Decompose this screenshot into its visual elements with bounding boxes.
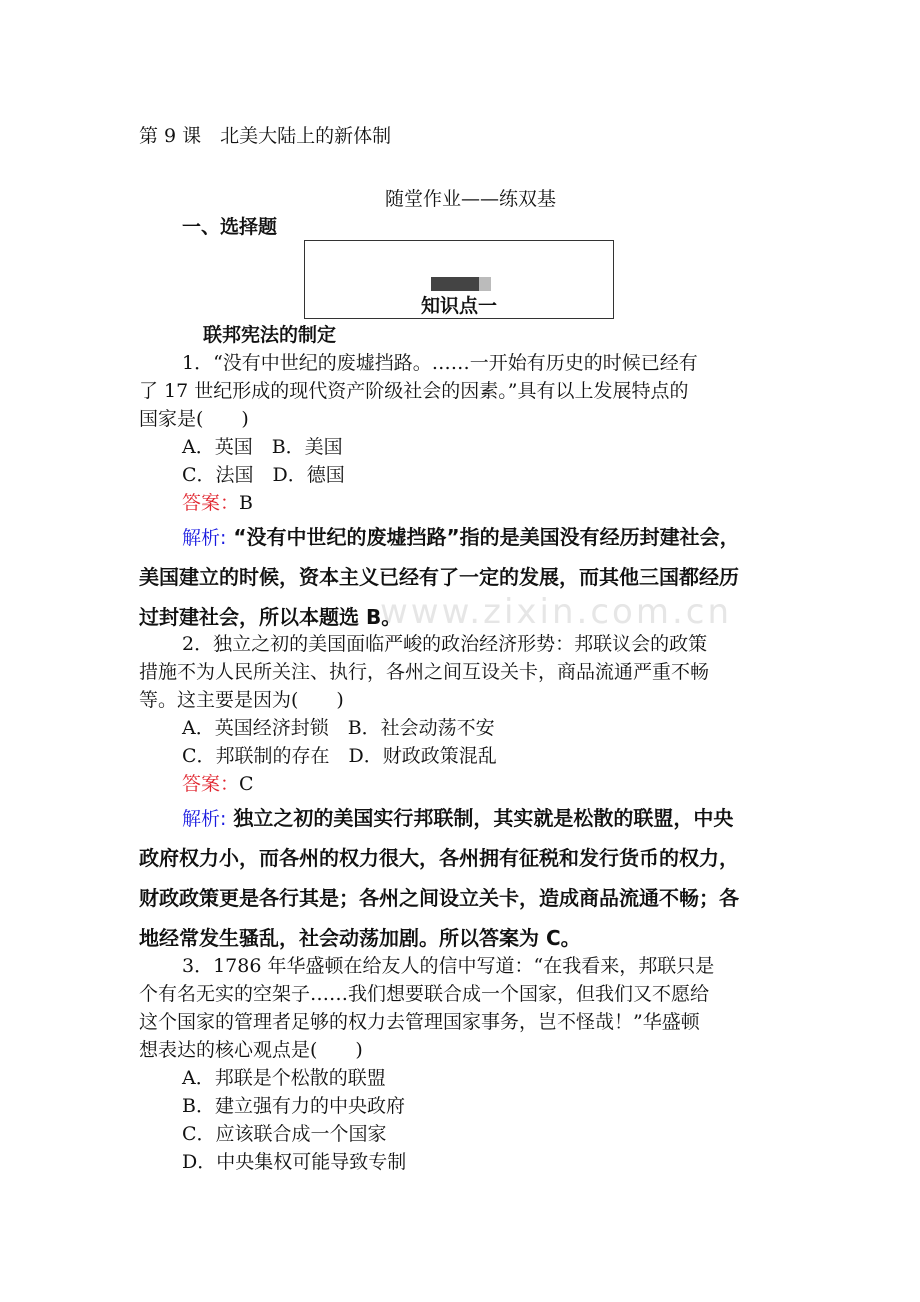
q1-analysis-line-2: 美国建立的时候，资本主义已经有了一定的发展，而其他三国都经历 [139, 565, 739, 589]
q2-analysis-text-1: 独立之初的美国实行邦联制，其实就是松散的联盟，中央 [233, 806, 734, 830]
lesson-title: 第 9 课 北美大陆上的新体制 [139, 125, 392, 147]
q2-stem-line-3: 等。这主要是因为( ) [139, 689, 344, 711]
knowledge-point-label: 知识点一 [420, 295, 497, 317]
q2-analysis-label: 解析: [182, 808, 227, 830]
watermark: www.zixin.com.cn [380, 592, 732, 632]
q3-stem-line-1: 3．1786 年华盛顿在给友人的信中写道：“在我看来，邦联只是 [182, 955, 715, 977]
q2-stem-line-1: 2．独立之初的美国面临严峻的政治经济形势：邦联议会的政策 [182, 633, 708, 655]
q2-analysis-line-2: 政府权力小，而各州的权力很大，各州拥有征税和发行货币的权力， [139, 846, 739, 870]
q3-option-b: B．建立强有力的中央政府 [182, 1095, 405, 1117]
q2-stem-line-2: 措施不为人民所关注、执行，各州之间互设关卡，商品流通严重不畅 [139, 661, 710, 683]
q1-stem-line-3: 国家是( ) [139, 408, 249, 430]
q1-stem-line-1: 1．“没有中世纪的废墟挡路。……一开始有历史的时候已经有 [182, 352, 698, 374]
q2-analysis-line-3: 财政政策更是各行其是；各州之间设立关卡，造成商品流通不畅；各 [139, 886, 739, 910]
knowledge-bar-icon [431, 277, 491, 291]
q3-option-d: D．中央集权可能导致专制 [182, 1151, 407, 1173]
knowledge-point-box [304, 240, 614, 319]
q2-options-line-2: C．邦联制的存在 D．财政政策混乱 [182, 745, 497, 767]
q2-answer [182, 770, 254, 798]
q1-options-line-2: C．法国 D．德国 [182, 464, 345, 486]
q1-analysis-label: 解析: [182, 527, 227, 549]
q2-answer-value: C [239, 773, 254, 795]
q2-analysis-line-4: 地经常发生骚乱，社会动荡加剧。所以答案为 C。 [139, 926, 581, 950]
q1-answer-value: B [239, 492, 253, 514]
q1-analysis-line-1 [182, 517, 740, 558]
q2-answer-label: 答案： [182, 773, 240, 795]
q3-option-c: C．应该联合成一个国家 [182, 1123, 387, 1145]
q3-stem-line-3: 这个国家的管理者足够的权力去管理国家事务，岂不怪哉！”华盛顿 [139, 1011, 700, 1033]
q1-answer [182, 489, 253, 517]
section-title: 随堂作业——练双基 [385, 188, 557, 210]
q1-answer-label: 答案： [182, 492, 240, 514]
q2-analysis-line-1 [182, 798, 733, 839]
topic-heading: 联邦宪法的制定 [203, 324, 337, 346]
q3-stem-line-4: 想表达的核心观点是( ) [139, 1039, 363, 1061]
q1-options-line-1: A．英国 B．美国 [182, 436, 343, 458]
part-heading: 一、选择题 [182, 216, 278, 238]
q3-stem-line-2: 个有名无实的空架子……我们想要联合成一个国家，但我们又不愿给 [139, 983, 710, 1005]
q1-stem-line-2: 了 17 世纪形成的现代资产阶级社会的因素。”具有以上发展特点的 [139, 380, 689, 402]
q2-options-line-1: A．英国经济封锁 B．社会动荡不安 [182, 717, 495, 739]
q3-option-a: A．邦联是个松散的联盟 [182, 1067, 386, 1089]
q1-analysis-line-3: 过封建社会，所以本题选 B。 [139, 605, 402, 629]
q1-analysis-text-1: “没有中世纪的废墟挡路”指的是美国没有经历封建社会， [233, 525, 740, 549]
